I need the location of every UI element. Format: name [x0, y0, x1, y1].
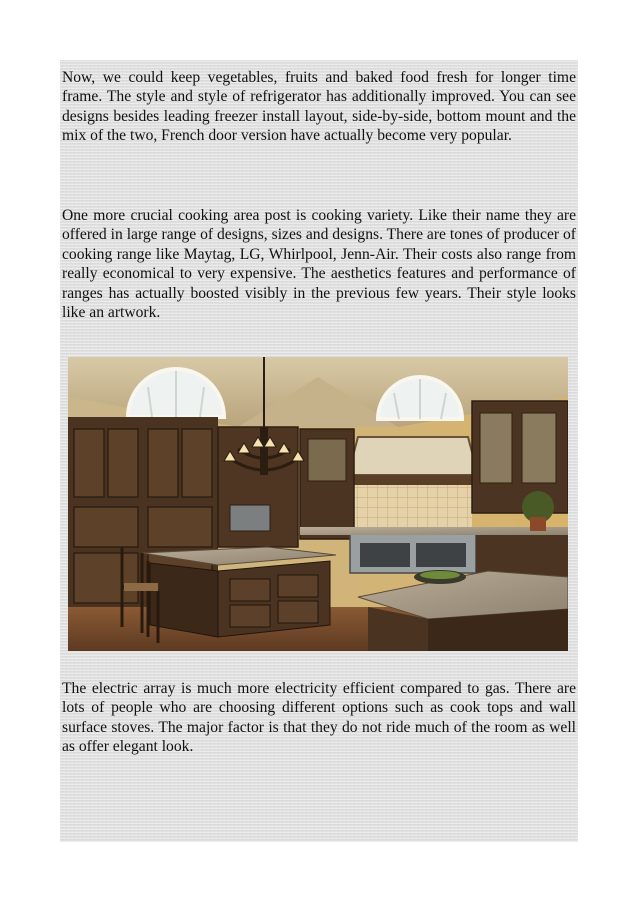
- paragraph-cooking-range: One more crucial cooking area post is cooking variety. Like their name they are offered in large range of designs, sizes and designs. There are tones of producer of cooking range like Maytag, LG, Whirlpool, Jenn-Air. Their costs also range from really economical to very expensive. The aesthetics features and performance of ranges has actually boosted visibly in the previous few years. Their style looks like an artwork.: [62, 207, 576, 322]
- kitchen-photo: [68, 357, 568, 651]
- paragraph-electric-range: The electric array is much more electricity efficient compared to gas. There are lots of people who are choosing different options such as cook tops and wall surface stoves. The major factor is that they do not ride much of the room as well as offer elegant look.: [62, 680, 576, 756]
- paragraph-refrigerator: Now, we could keep vegetables, fruits and baked food fresh for longer time frame. The style and style of refrigerator has additionally improved. You can see designs besides leading freezer install layout, side-by-side, bottom mount and the mix of the two, French door version have actually become very popular.: [62, 69, 576, 145]
